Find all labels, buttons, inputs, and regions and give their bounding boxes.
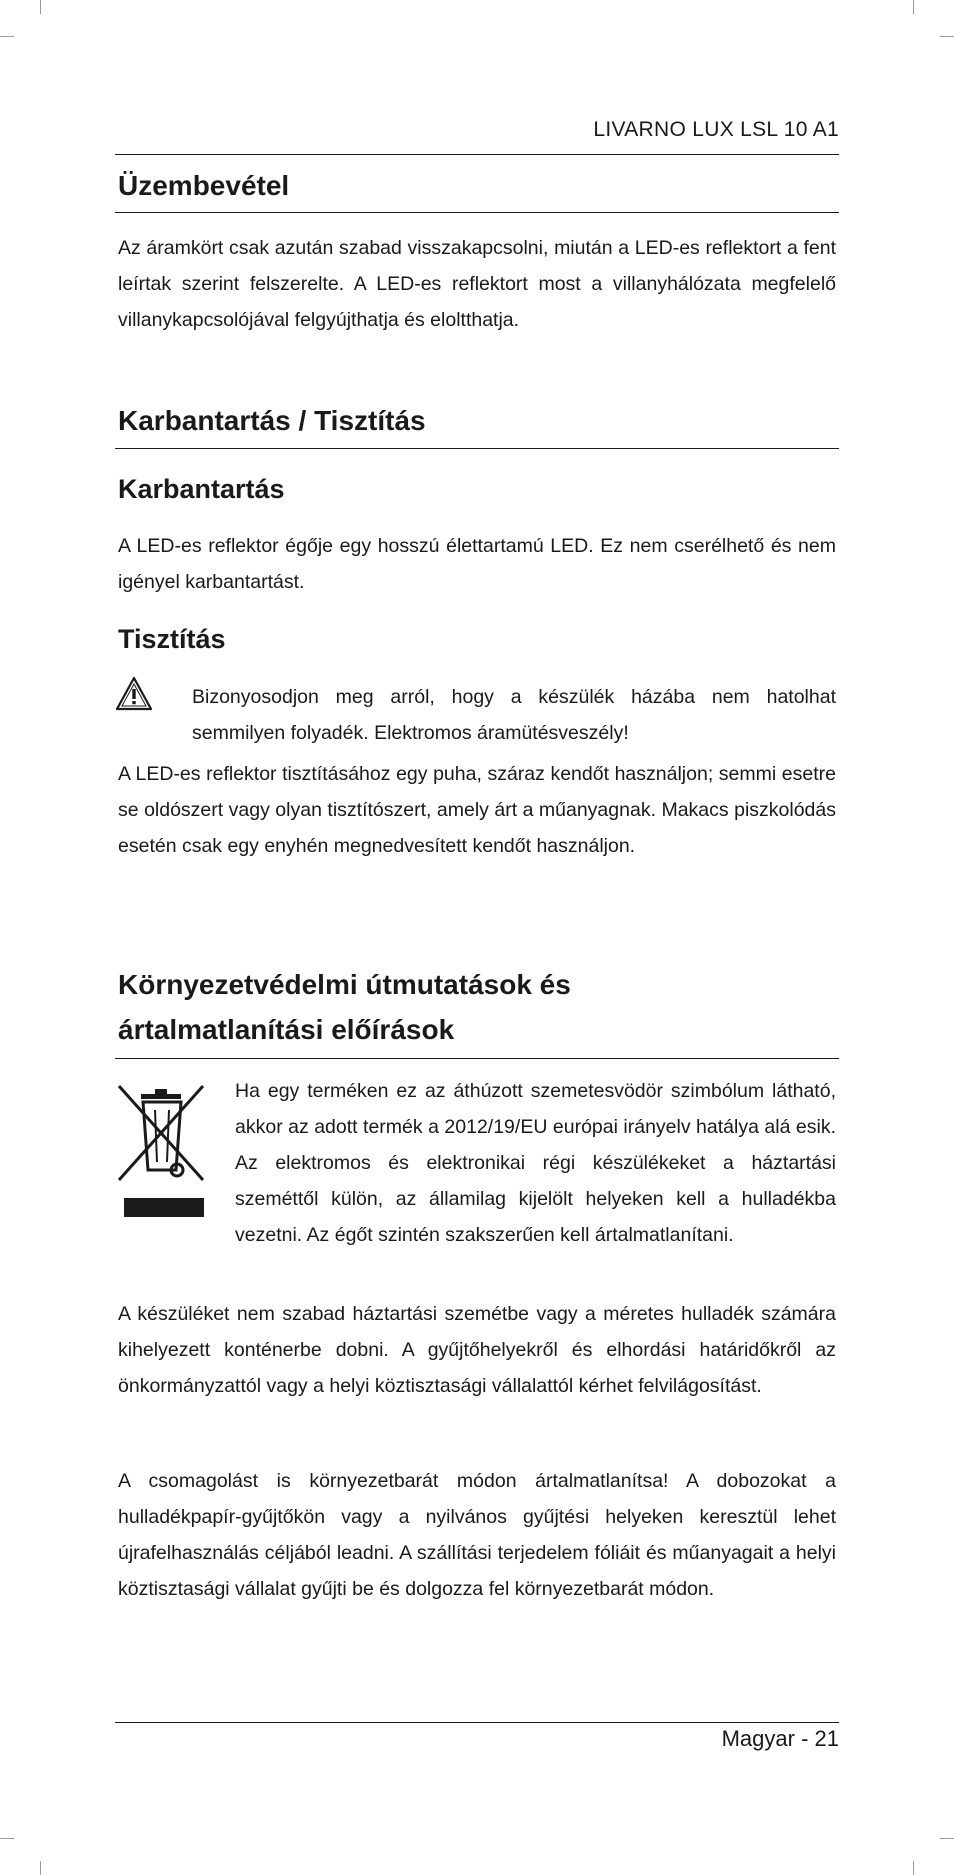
crop-mark	[40, 1861, 41, 1875]
crop-mark	[940, 1838, 954, 1839]
section-title-karbantartas-tisztitas: Karbantartás / Tisztítás	[118, 405, 426, 436]
section-rule	[115, 448, 839, 449]
section-title-uzembevetel: Üzembevétel	[118, 170, 290, 201]
page-number: Magyar - 21	[721, 1726, 839, 1751]
running-header: LIVARNO LUX LSL 10 A1	[593, 118, 839, 141]
crop-mark	[40, 0, 41, 14]
paragraph-tisztitas: A LED-es reflektor tisztításához egy puha, száraz kendőt használjon; semmi esetre se oldószert vagy olyan tisztítószert, amely árt a műanyagnak. Makacs piszkolódás esetén csak egy enyhén megnedvesített kendőt használjon.	[118, 763, 836, 857]
crop-mark	[0, 1838, 14, 1839]
section-title-kornyezet-line2: ártalmatlanítási előírások	[118, 1014, 455, 1045]
subsection-title-tisztitas: Tisztítás	[118, 624, 226, 654]
crop-mark	[913, 0, 914, 14]
paragraph-kornyezet-2: A csomagolást is környezetbarát módon ártalmatlanítsa! A dobozokat a hulladékpapír-gyűjtőkön vagy a nyilvános gyűjtési helyeken keresztül lehet újrafelhasználás céljából leadni. A szállítási terjedelem fóliáit és műanyagait a helyi köztisztasági vállalat gyűjti be és dolgozza fel környezetbarát módon.	[118, 1470, 836, 1600]
weee-text: Ha egy terméken ez az áthúzott szemetesvödör szimbólum látható, akkor az adott termék a 2012/19/EU európai irányelv hatálya alá esik. Az elektromos és elektronikai régi készülékeket a háztartási szeméttől külön, az államilag kijelölt helyeken kell a hulladékba vezetni. Az égőt szintén szakszerűen kell ártalmatlanítani.	[235, 1080, 836, 1246]
paragraph-karbantartas: A LED-es reflektor égője egy hosszú élettartamú LED. Ez nem cserélhető és nem igényel karbantartást.	[118, 535, 836, 593]
paragraph-uzembevetel: Az áramkört csak azután szabad visszakapcsolni, miután a LED-es reflektort a fent leírtak szerint felszerelte. A LED-es reflektort most a villanyhálózata megfelelő villanykapcsolójával felgyújthatja és eloltthatja.	[118, 237, 836, 331]
paragraph-kornyezet-1: A készüléket nem szabad háztartási szemétbe vagy a méretes hulladék számára kihelyezett konténerbe dobni. A gyűjtőhelyekről és elhordási határidőkről az önkormányzattól vagy a helyi köztisztasági vállalattól kérhet felvilágosítást.	[118, 1303, 836, 1397]
crossed-bin-icon	[115, 1080, 211, 1220]
section-title-kornyezet-line1: Környezetvédelmi útmutatások és	[118, 969, 571, 1000]
section-rule	[115, 1058, 839, 1059]
warning-triangle-icon	[115, 676, 153, 712]
warning-text: Bizonyosodjon meg arról, hogy a készülék házába nem hatolhat semmilyen folyadék. Elektromos áramütésveszély!	[192, 686, 836, 744]
crop-mark	[940, 36, 954, 37]
subsection-title-karbantartas: Karbantartás	[118, 474, 285, 504]
crop-mark	[0, 36, 14, 37]
header-rule	[115, 154, 839, 155]
crop-mark	[913, 1861, 914, 1875]
section-rule	[115, 212, 839, 213]
footer-rule	[115, 1722, 839, 1723]
